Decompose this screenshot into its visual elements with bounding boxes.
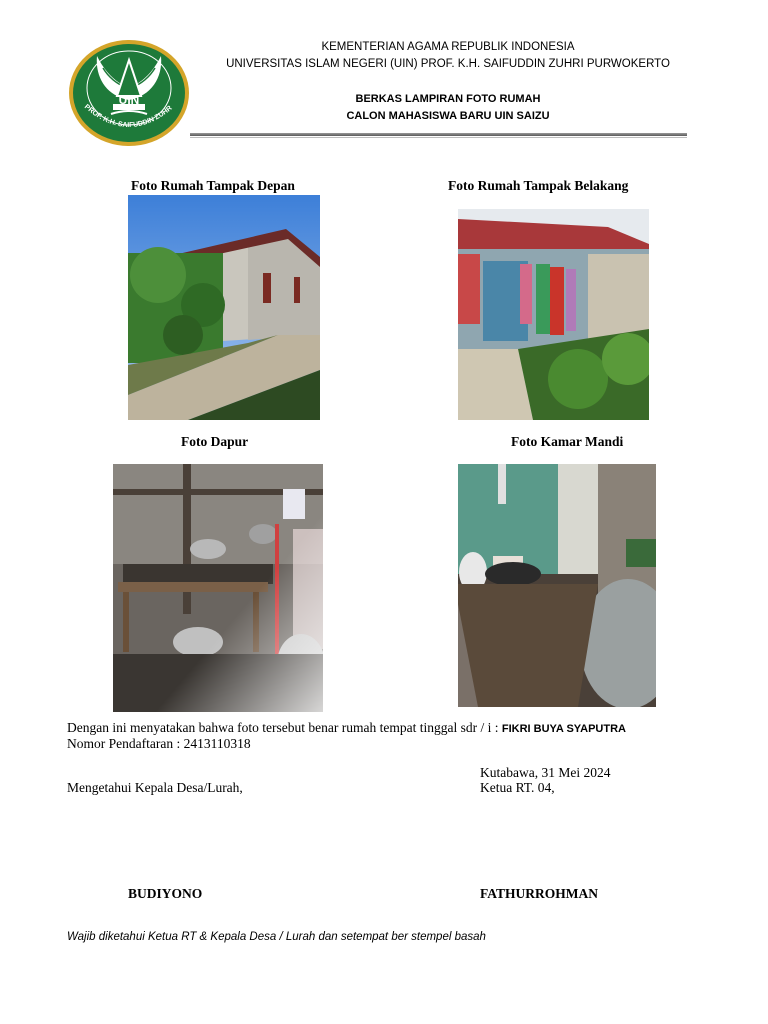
university-title: UNIVERSITAS ISLAM NEGERI (UIN) PROF. K.H. SAIFUDDIN ZUHRI PURWOKERTO <box>226 58 670 70</box>
photo-kitchen <box>113 464 323 712</box>
photo-bathroom <box>458 464 656 707</box>
rt-head-title: Ketua RT. 04, <box>480 780 555 795</box>
place-date: Kutabawa, 31 Mei 2024 <box>480 765 611 780</box>
statement-line <box>67 720 626 736</box>
registration-number: Nomor Pendaftaran : 2413110318 <box>67 736 251 751</box>
caption-kitchen: Foto Dapur <box>181 434 249 449</box>
caption-front: Foto Rumah Tampak Depan <box>131 178 295 193</box>
header-rule-thin <box>190 137 687 138</box>
document-subtitle: CALON MAHASISWA BARU UIN SAIZU <box>346 110 550 122</box>
student-name: FIKRI BUYA SYAPUTRA <box>501 723 626 735</box>
caption-bathroom: Foto Kamar Mandi <box>511 434 624 449</box>
village-head-title: Mengetahui Kepala Desa/Lurah, <box>67 780 243 795</box>
statement-text: Dengan ini menyatakan bahwa foto tersebut benar rumah tempat tinggal sdr / i : <box>67 720 502 735</box>
header-rule <box>190 133 687 136</box>
university-logo <box>67 38 191 148</box>
village-head-name: BUDIYONO <box>128 886 203 901</box>
photo-house-back <box>458 209 649 420</box>
photo-house-front <box>128 195 320 420</box>
logo-ring-text: PROF. K.H. SAIFUDDIN ZUHR <box>82 103 174 130</box>
footer-note: Wajib diketahui Ketua RT & Kepala Desa / Lurah dan setempat ber stempel basah <box>67 931 486 943</box>
rt-head-name: FATHURROHMAN <box>480 886 598 901</box>
document-title: BERKAS LAMPIRAN FOTO RUMAH <box>355 93 541 105</box>
caption-back: Foto Rumah Tampak Belakang <box>448 178 629 193</box>
ministry-title: KEMENTERIAN AGAMA REPUBLIK INDONESIA <box>321 41 575 53</box>
logo-uin-text: UIN <box>118 93 140 107</box>
